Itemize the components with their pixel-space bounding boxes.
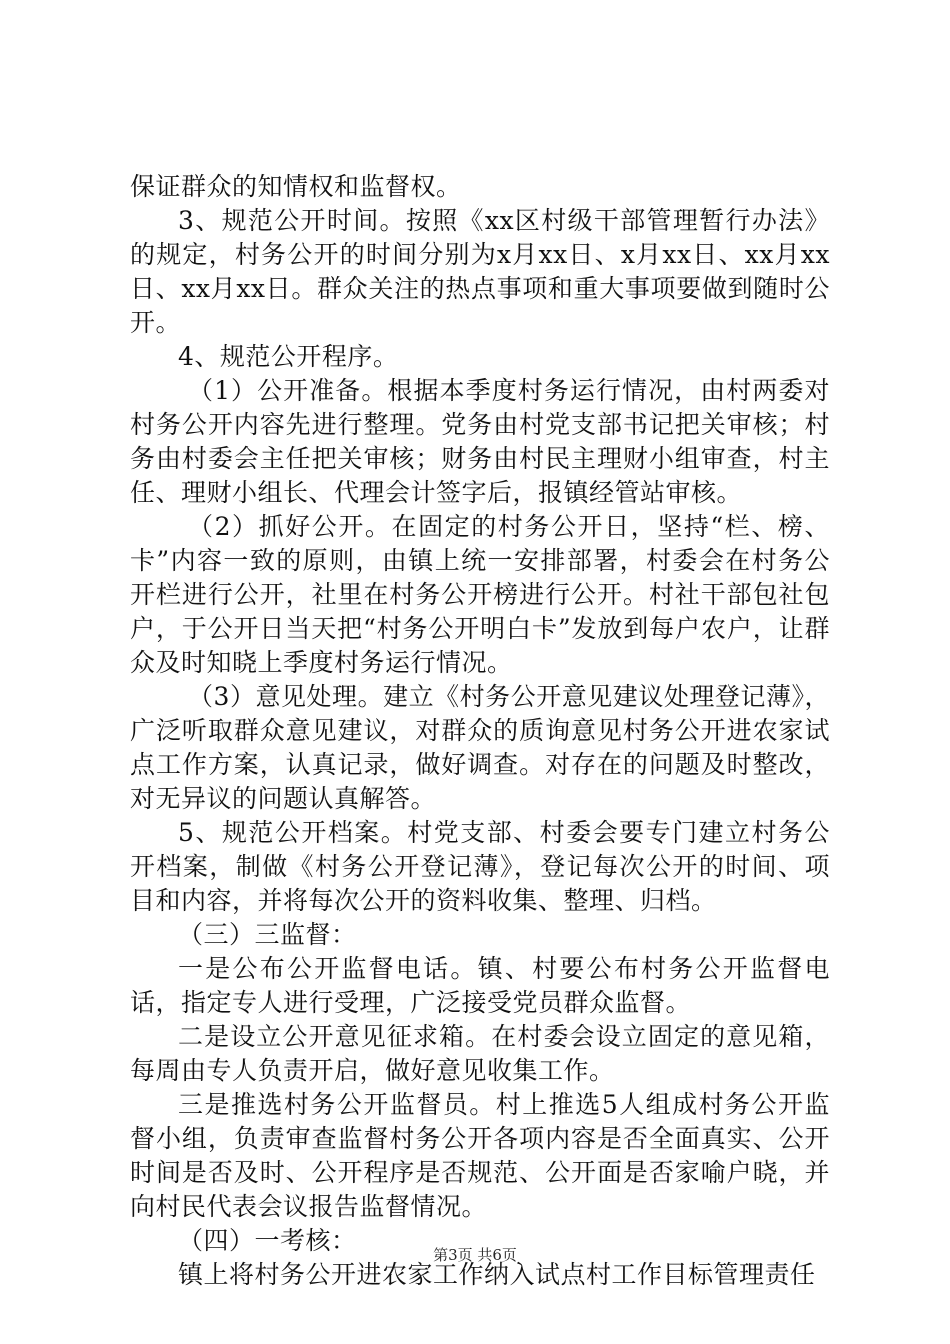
- paragraph-archives: 5、规范公开档案。村党支部、村委会要专门建立村务公开档案，制做《村务公开登记薄》，登记每次公开的时间、项目和内容，并将每次公开的资料收集、整理、归档。: [130, 818, 830, 915]
- page-number-label: 第3页 共6页: [433, 1246, 517, 1264]
- paragraph-continuation: 保证群众的知情权和监督权。: [130, 172, 462, 201]
- paragraph-public-time: 3、规范公开时间。按照《xx区村级干部管理暂行办法》的规定，村务公开的时间分别为x月xx日、x月xx日、xx月xx日、xx月xx日。群众关注的热点事项和重大事项要做到随时公开。: [130, 206, 830, 337]
- paragraph-supervision-phone: 一是公布公开监督电话。镇、村要公布村务公开监督电话，指定专人进行受理，广泛接受党员群众监督。: [130, 954, 830, 1017]
- paragraph-assessment: 镇上将村务公开进农家工作纳入试点村工作目标管理责任: [178, 1260, 816, 1289]
- page-footer: [0, 1244, 950, 1265]
- paragraph-opinion-box: 二是设立公开意见征求箱。在村委会设立固定的意见箱，每周由专人负责开启，做好意见收集工作。: [130, 1022, 830, 1085]
- paragraph-publishing: （2）抓好公开。在固定的村务公开日，坚持“栏、榜、卡”内容一致的原则，由镇上统一安排部署，村委会在村务公开栏进行公开，社里在村务公开榜进行公开。村社干部包社包户，于公开日当天把“村务公开明白卡”发放到每户农户，让群众及时知晓上季度村务运行情况。: [130, 512, 830, 677]
- paragraph-preparation: （1）公开准备。根据本季度村务运行情况，由村两委对村务公开内容先进行整理。党务由村党支部书记把关审核；村务由村委会主任把关审核；财务由村民主理财小组审查，村主任、理财小组长、代理会计签字后，报镇经管站审核。: [130, 376, 830, 507]
- heading-three-supervision: （三）三监督：: [178, 920, 357, 949]
- heading-one-assessment: （四）一考核：: [178, 1226, 357, 1255]
- paragraph-supervisors: 三是推选村务公开监督员。村上推选5人组成村务公开监督小组，负责审查监督村务公开各项内容是否全面真实、公开时间是否及时、公开程序是否规范、公开面是否家喻户晓，并向村民代表会议报告监督情况。: [130, 1090, 830, 1221]
- paragraph-opinion-handling: （3）意见处理。建立《村务公开意见建议处理登记薄》，广泛听取群众意见建议，对群众的质询意见村务公开进农家试点工作方案，认真记录，做好调查。对存在的问题及时整改，对无异议的问题认真解答。: [130, 682, 830, 813]
- document-body: [130, 170, 830, 1292]
- paragraph-public-procedure: 4、规范公开程序。: [178, 342, 399, 371]
